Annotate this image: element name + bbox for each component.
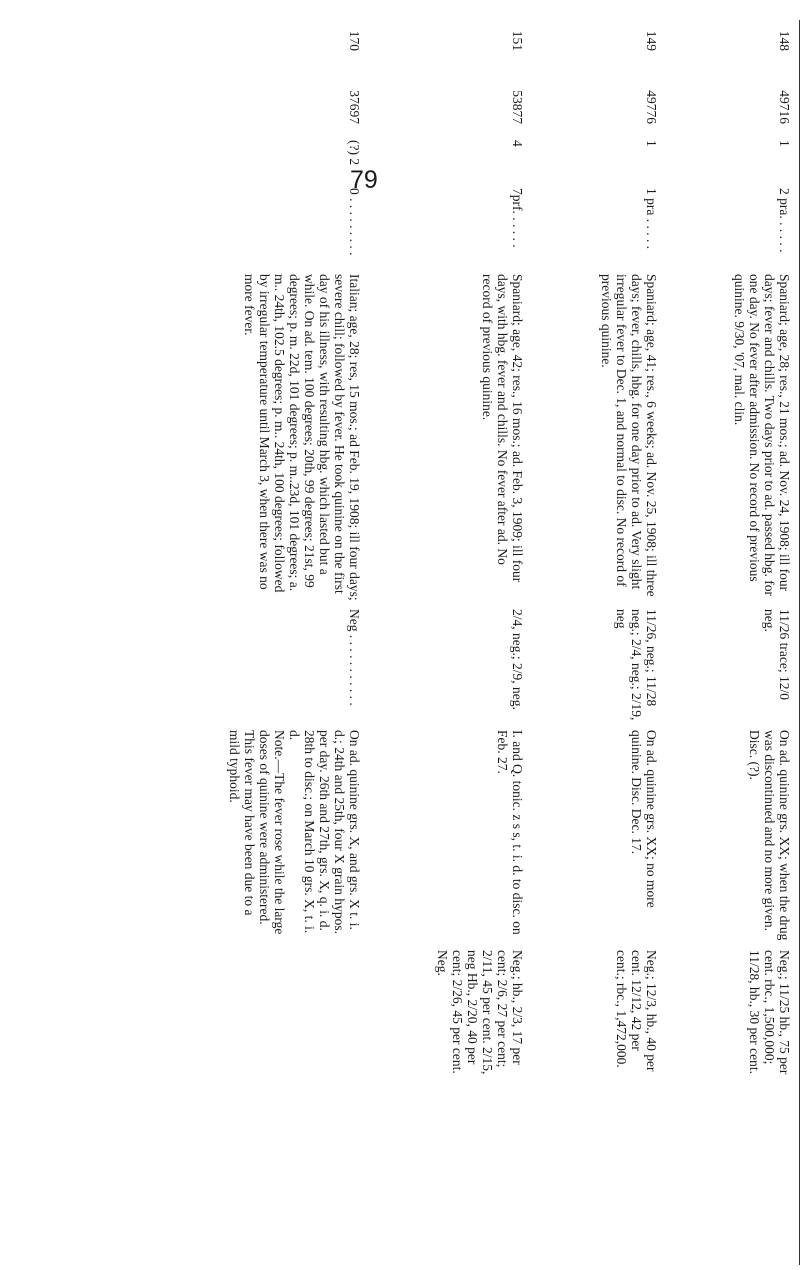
table-row [227, 20, 362, 1265]
treatment-cell: On ad. quinine grs. XX; when the drug was discontinued and no more given. Disc. (?). [747, 730, 792, 941]
treatment-cell: On ad. quinine grs. X, and grs. X t. i. d.; 24th and 25th, four X grain hypos. per day. 26th and 27th, grs. X, q. i. d. 28th to disc.; on March 10 grs. X, t. i. d. Note.—The fever rose while the large doses of quinine were administered. This fever may have been due to a mild typhoid. [227, 730, 363, 935]
classification-cell: 1 pra . . . . . [643, 188, 659, 250]
table-row [599, 20, 659, 1265]
hospital-cell: 4 [510, 140, 526, 147]
history-cell: Spaniard; age, 41; res., 6 weeks; ad. Nov. 25, 1908; ill three days; fever, chills, hbg. for one day prior to ad. Very slight irregular fever to Dec. 1, and normal to disc. No record of previous quinine. [598, 274, 659, 597]
table-row [732, 20, 792, 1265]
page-number: 79 [350, 166, 378, 194]
blood-exam-cell: Neg . . . . . . . . . . . [347, 609, 363, 706]
hospital-cell: (?) 2 [347, 140, 363, 166]
case-cell: 148 [777, 30, 792, 51]
history-cell: Spaniard; age, 42; res., 16 mos.; ad. Feb. 3, 1909; ill four days, with hbg. fever and chills. No fever after ad. No record of previous quinine. [480, 274, 526, 583]
number-cell: 49716 [777, 90, 792, 124]
case-table [227, 20, 792, 1265]
history-cell: Spaniard; age, 28; res., 21 mos.; ad. Nov. 24, 1908; ill four days; fever and chills. Two days prior to ad. passed hbg. for one day. No fever after admission. No record of previous quinine. 9/30, '07, mal. clin. [732, 274, 792, 596]
result-cell: Neg.; hb., 2/3, 17 per cent; 2/6, 27 per cent; 2/11, 45 per cent. 2/15, neg Hb., 2/20, 40 per cent; 2/26, 45 per cent. Neg. [435, 950, 526, 1075]
treatment-cell: I. and Q. tonic. z s s, t. i. d. to disc. on Feb. 27. [495, 730, 526, 935]
number-cell: 49776 [643, 90, 659, 124]
blood-exam-cell: 11/26, neg.; 11/28 neg.; 2/4, neg.; 2/19, neg [613, 609, 659, 721]
result-cell: Neg.; 12/3, hb., 40 per cent. 12/12, 42 per cent.; rbc., 1,472,000. [613, 950, 659, 1072]
blood-exam-cell: 11/26 trace; 12/0 neg. [762, 609, 792, 700]
number-cell: 53877 [510, 90, 526, 124]
hospital-cell: 1 [643, 140, 659, 147]
result-cell: Neg.; 11/25 hb., 75 per cent. rbc., 1,500,000; 11/28, hb., 30 per cent. [747, 950, 792, 1075]
classification-cell: 0 . . . . . . . . . [347, 188, 363, 256]
history-cell: Italian; age, 28; res, 15 mos.; ad Feb. 19, 1908; ill four days; severe chill; followed by fever. He took quinine on the first day of his illness, with resulting hbg. which lasted but a while. On ad. tem. 100 degrees; 20th, 99 degrees; 21st, 99 degrees; p. m. 22d, 101 degrees; p. m..23d, 101 degrees; a. m.. 24th, 102.5 degrees; p. m.. 24th, 100 degrees; followed by irregular temperature until March 3, when there was no more fever. [242, 274, 363, 601]
classification-cell: 7prf. . . . . . [510, 188, 526, 248]
treatment-cell: On ad. quinine grs. XX; no more quinine. Disc. Dec. 17. [628, 730, 659, 908]
blood-exam-cell: 2/4, neg.; 2/9, neg. [510, 609, 526, 710]
hospital-cell: 1 [777, 140, 792, 147]
number-cell: 37697 [347, 90, 363, 124]
case-cell: 170 [347, 30, 363, 51]
case-cell: 151 [510, 30, 526, 51]
case-cell: 149 [643, 30, 659, 51]
rotated-table [227, 20, 800, 1270]
table-row [435, 20, 525, 1265]
classification-cell: 2 pra. . . . . . [777, 188, 792, 253]
